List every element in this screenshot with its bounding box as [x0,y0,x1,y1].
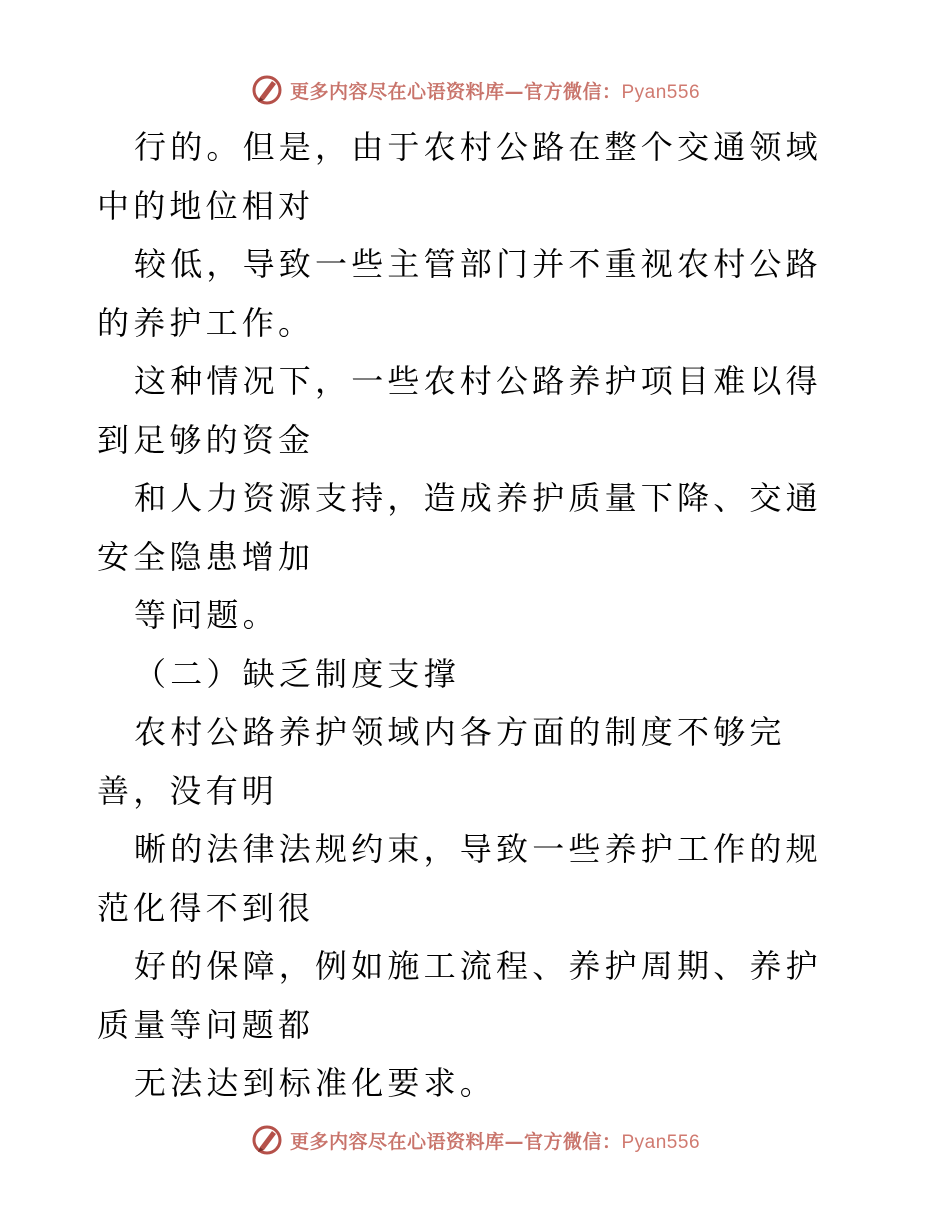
paragraph: 这种情况下，一些农村公路养护项目难以得到足够的资金 [97,362,822,459]
header-wechat-id: Pyan556 [621,81,701,103]
paragraph: 等问题。 [134,596,279,634]
paragraph: 行的。但是，由于农村公路在整个交通领域中的地位相对 [97,128,822,225]
paragraph: 较低，导致一些主管部门并不重视农村公路的养护工作。 [97,245,822,342]
document-body [97,118,857,1113]
pen-logo-icon [250,73,284,107]
footer-watermark-text: 更多内容尽在心语资料库—官方微信：Pyan556 [289,1130,701,1153]
paragraph: 晰的法律法规约束，导致一些养护工作的规范化得不到很 [97,830,822,927]
footer-watermark [0,1120,950,1160]
section-heading: （二）缺乏制度支撑 [134,654,460,693]
paragraph: 无法达到标准化要求。 [134,1064,497,1102]
paragraph: 和人力资源支持，造成养护质量下降、交通安全隐患增加 [97,479,822,576]
header-watermark [0,70,950,110]
paragraph: 好的保障，例如施工流程、养护周期、养护质量等问题都 [97,947,822,1044]
header-watermark-text: 更多内容尽在心语资料库—官方微信：Pyan556 [289,80,701,103]
paragraph: 农村公路养护领域内各方面的制度不够完善，没有明 [97,713,786,810]
footer-wechat-id: Pyan556 [621,1131,701,1153]
pen-logo-icon [250,1123,284,1157]
